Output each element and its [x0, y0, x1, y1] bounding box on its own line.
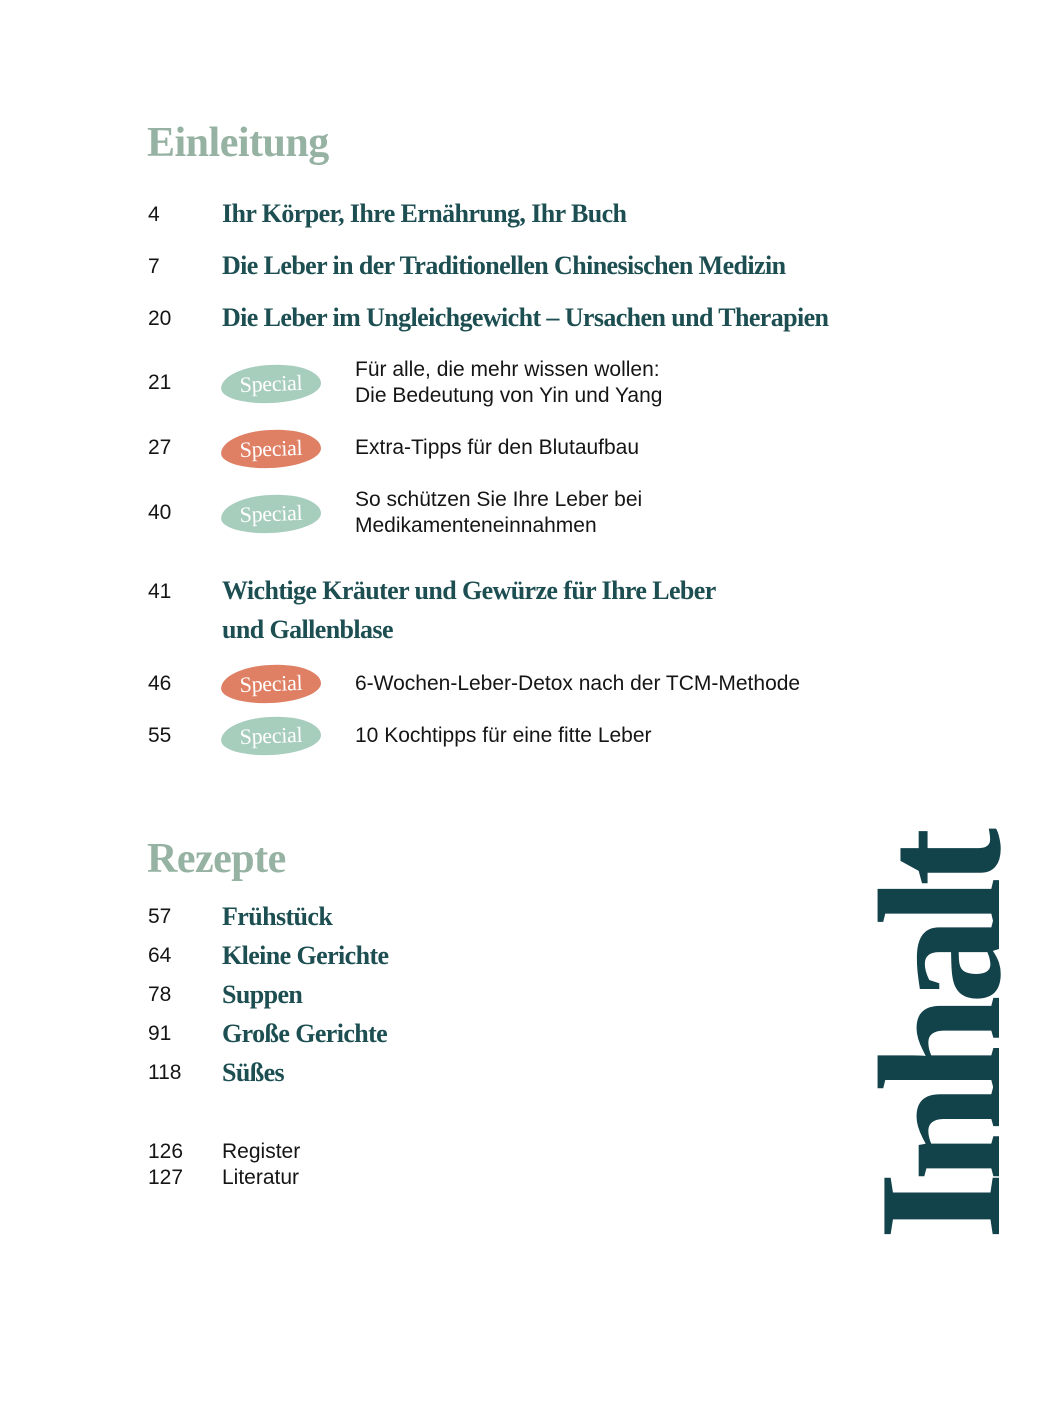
page-number: 55	[148, 724, 172, 747]
section-heading-einleitung: Einleitung	[147, 120, 329, 166]
page-number: 64	[148, 944, 172, 967]
special-badge: Special	[220, 363, 321, 404]
appendix-title: Register	[222, 1140, 301, 1163]
page-number: 78	[148, 983, 172, 1006]
page-number: 7	[148, 255, 160, 278]
chapter-title: Wichtige Kräuter und Gewürze für Ihre Leber	[222, 576, 716, 605]
page-number: 118	[148, 1061, 182, 1084]
special-text-line: 6-Wochen-Leber-Detox nach der TCM-Methode	[355, 672, 801, 695]
page-number: 20	[148, 307, 172, 330]
chapter-title: Große Gerichte	[222, 1019, 388, 1048]
special-badge: Special	[220, 663, 321, 704]
special-text-line: So schützen Sie Ihre Leber bei	[355, 488, 643, 511]
special-text-line: 10 Kochtipps für eine fitte Leber	[355, 724, 652, 747]
page-number: 57	[148, 905, 172, 928]
chapter-title: Kleine Gerichte	[222, 941, 389, 970]
page-number: 4	[148, 203, 160, 226]
chapter-title: und Gallenblase	[222, 615, 393, 644]
chapter-title: Suppen	[222, 980, 303, 1009]
page-number: 40	[148, 501, 172, 524]
special-text-line: Medikamenteneinnahmen	[355, 514, 597, 537]
chapter-title: Ihr Körper, Ihre Ernährung, Ihr Buch	[222, 199, 627, 228]
page-number: 46	[148, 672, 172, 695]
special-text-line: Für alle, die mehr wissen wollen:	[355, 358, 660, 381]
page-number: 127	[148, 1166, 184, 1189]
chapter-title: Süßes	[222, 1058, 285, 1087]
page-number: 21	[148, 371, 172, 394]
chapter-title: Frühstück	[222, 902, 333, 931]
special-badge: Special	[220, 715, 321, 756]
special-text-line: Extra-Tipps für den Blutaufbau	[355, 436, 640, 459]
page-number: 41	[148, 580, 172, 603]
page-number: 91	[148, 1022, 172, 1045]
special-badge: Special	[220, 493, 321, 534]
appendix-title: Literatur	[222, 1166, 300, 1189]
chapter-title: Die Leber im Ungleichgewicht – Ursachen und Therapien	[222, 303, 829, 332]
page-number: 126	[148, 1140, 184, 1163]
special-badge: Special	[220, 428, 321, 469]
page-number: 27	[148, 436, 172, 459]
section-heading-rezepte: Rezepte	[147, 836, 286, 882]
chapter-title: Die Leber in der Traditionellen Chinesischen Medizin	[222, 251, 786, 280]
side-title-inhalt: Inhalt	[843, 836, 1037, 1240]
special-text-line: Die Bedeutung von Yin und Yang	[355, 384, 663, 407]
